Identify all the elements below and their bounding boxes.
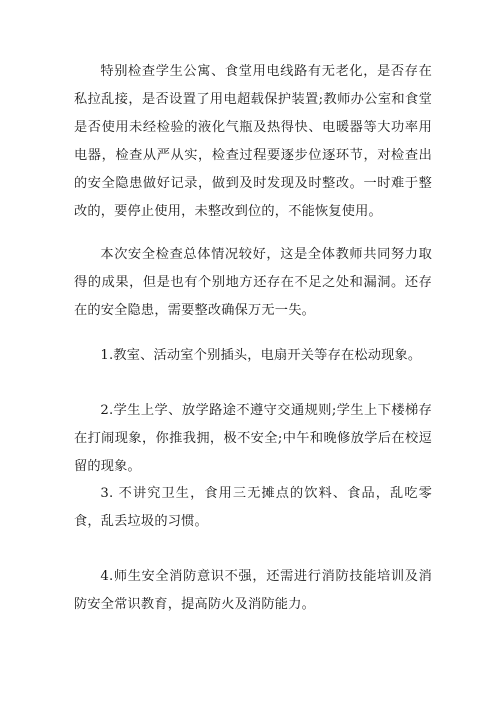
list-item-classroom-sockets: 1.教室、活动室个别插头，电扇开关等存在松动现象。: [100, 348, 422, 363]
paragraph-electrical-inspection: 特别检查学生公寓、食堂用电线路有无老化，是否存在私拉乱接，是否设置了用电超载保护装置;教师办公室和食堂是否使用未经检验的液化气瓶及热得快、电暖器等大功率用电器，检查从严从实，检查过程要逐步位逐环节，对检查出的安全隐患做好记录，做到及时发现及时整改。一时难于整改的，要停止使用，未整改到位的，不能恢复使用。: [74, 64, 432, 219]
list-item-hygiene: 3. 不讲究卫生，食用三无摊点的饮料、食品，乱吃零食，乱丢垃圾的习惯。: [74, 486, 432, 529]
list-item-traffic-safety: 2.学生上学、放学路途不遵守交通规则;学生上下楼梯存在打闹现象，你推我拥，极不安全;中午和晚修放学后在校逗留的现象。: [74, 403, 432, 474]
list-item-fire-safety: 4.师生安全消防意识不强，还需进行消防技能培训及消防安全常识教育，提高防火及消防能力。: [74, 569, 432, 612]
paragraph-inspection-summary: 本次安全检查总体情况较好，这是全体教师共同努力取得的成果，但是也有个别地方还存在不足之处和漏洞。还存在的安全隐患，需要整改确保万无一失。: [74, 247, 432, 318]
